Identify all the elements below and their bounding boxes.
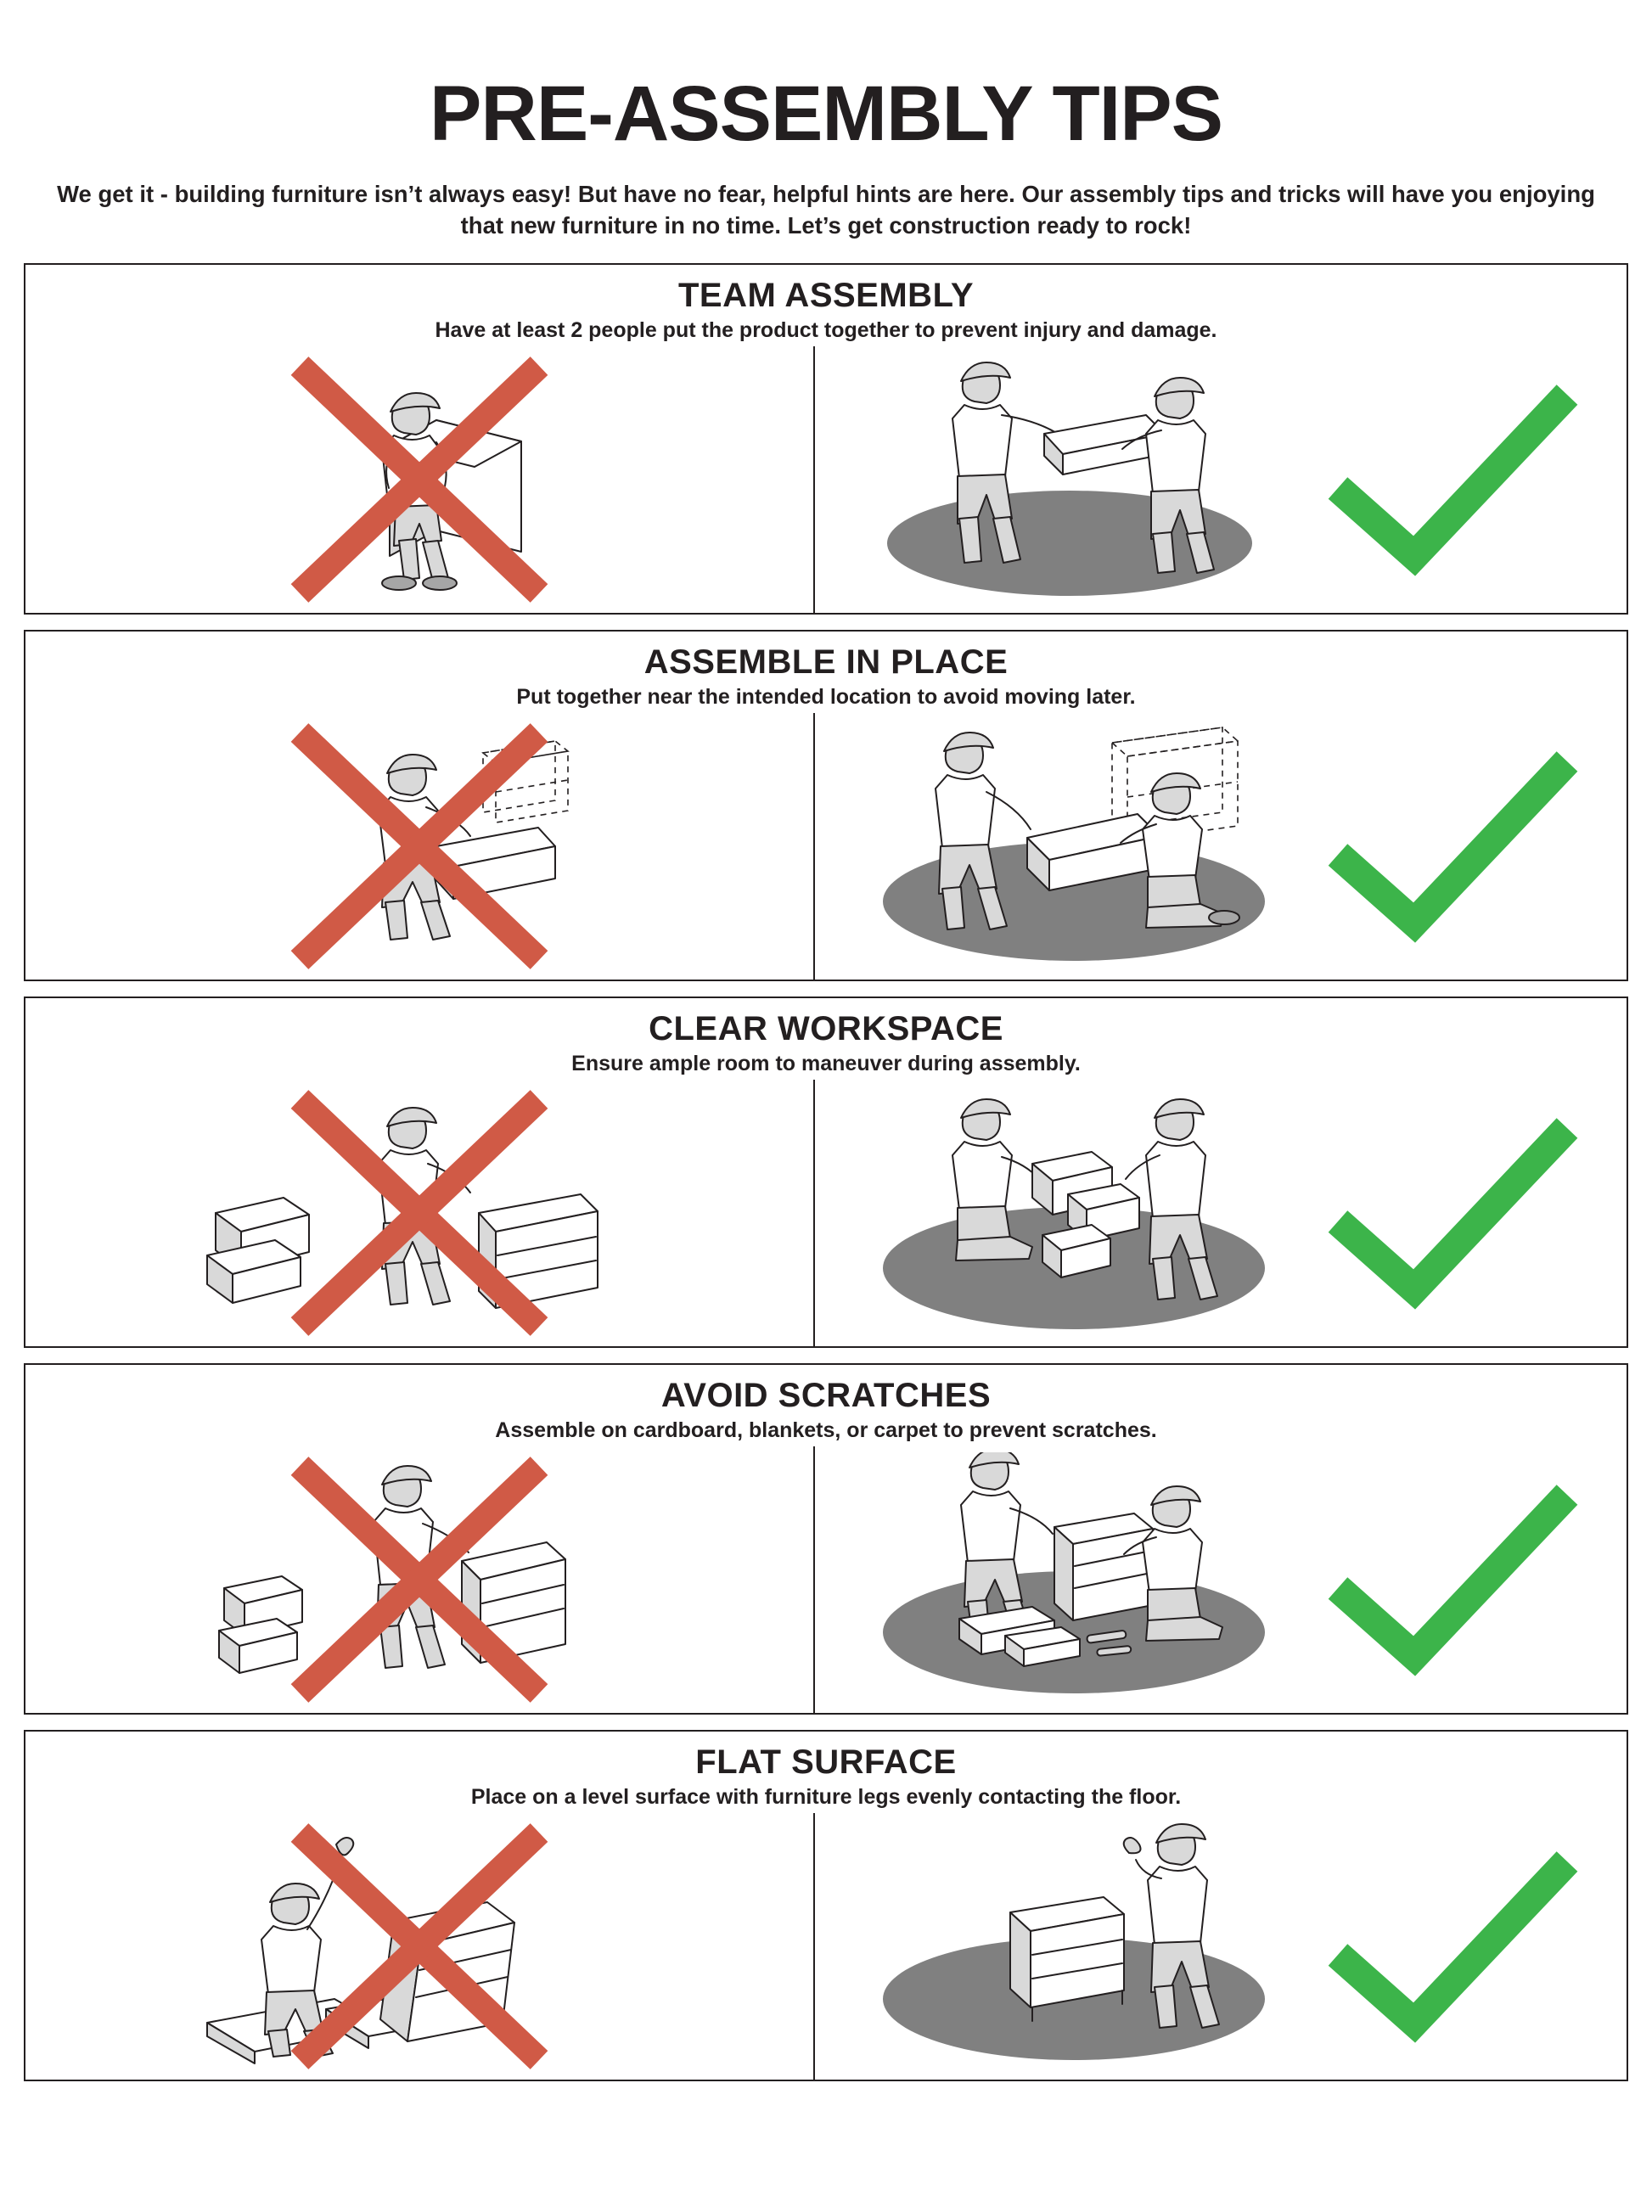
- illustration-tipping-furniture: [182, 1819, 657, 2074]
- tip-section-flat-surface: [24, 1730, 1628, 2081]
- section-title: FLAT SURFACE: [695, 1743, 957, 1782]
- section-subtitle: Place on a level surface with furniture legs evenly contacting the floor.: [470, 1785, 1182, 1810]
- tip-section-team-assembly: [24, 263, 1628, 615]
- right-example-pane: [815, 346, 1627, 613]
- wrong-example-pane: [25, 1446, 815, 1713]
- section-panes: [25, 1080, 1627, 1346]
- illustration-two-people-carrying: [832, 352, 1307, 607]
- wrong-example-pane: [25, 713, 815, 980]
- green-check-icon: [1312, 1840, 1593, 2052]
- right-example-pane: [815, 1813, 1627, 2080]
- section-header: [25, 1365, 1627, 1443]
- section-subtitle: Have at least 2 people put the product together to prevent injury and damage.: [435, 318, 1217, 343]
- section-title: AVOID SCRATCHES: [660, 1377, 992, 1415]
- illustration-clearing-boxes: [832, 1086, 1307, 1340]
- illustration-dragging-furniture: [182, 719, 657, 974]
- page-intro: We get it - building furniture isn’t always easy! But have no fear, helpful hints are here. Our assembly tips and tricks will have you enjoying that new furniture in no time. Let’s get construction ready to rock!: [57, 181, 1595, 239]
- section-panes: [25, 713, 1627, 980]
- section-subtitle: Ensure ample room to maneuver during assembly.: [571, 1052, 1081, 1076]
- section-title: ASSEMBLE IN PLACE: [643, 643, 1009, 682]
- tips-list: [24, 263, 1628, 2081]
- section-subtitle: Assemble on cardboard, blankets, or carpet to prevent scratches.: [495, 1418, 1157, 1443]
- green-check-icon: [1312, 373, 1593, 586]
- page-title: PRE-ASSEMBLY TIPS: [430, 70, 1222, 157]
- illustration-assembly-on-cardboard: [832, 1452, 1307, 1707]
- tip-section-avoid-scratches: [24, 1363, 1628, 1715]
- green-check-icon: [1312, 1107, 1593, 1319]
- right-example-pane: [815, 713, 1627, 980]
- section-title: TEAM ASSEMBLY: [677, 277, 975, 315]
- section-subtitle: Put together near the intended location to avoid moving later.: [516, 685, 1136, 710]
- section-panes: [25, 346, 1627, 613]
- section-header: [25, 1732, 1627, 1810]
- illustration-level-furniture: [832, 1819, 1307, 2074]
- wrong-example-pane: [25, 1813, 815, 2080]
- section-header: [25, 265, 1627, 343]
- right-example-pane: [815, 1446, 1627, 1713]
- right-example-pane: [815, 1080, 1627, 1346]
- section-header: [25, 632, 1627, 710]
- section-header: [25, 998, 1627, 1076]
- illustration-single-person-lifting: [182, 352, 657, 607]
- green-check-icon: [1312, 740, 1593, 952]
- illustration-bare-floor-assembly: [182, 1452, 657, 1707]
- tip-section-assemble-in-place: [24, 630, 1628, 981]
- green-check-icon: [1312, 1474, 1593, 1686]
- section-panes: [25, 1446, 1627, 1713]
- poster-page: [0, 70, 1652, 2212]
- wrong-example-pane: [25, 346, 815, 613]
- wrong-example-pane: [25, 1080, 815, 1346]
- section-panes: [25, 1813, 1627, 2080]
- tip-section-clear-workspace: [24, 997, 1628, 1348]
- illustration-cluttered-workspace: [182, 1086, 657, 1340]
- illustration-assembling-in-place: [832, 719, 1307, 974]
- section-title: CLEAR WORKSPACE: [649, 1010, 1003, 1048]
